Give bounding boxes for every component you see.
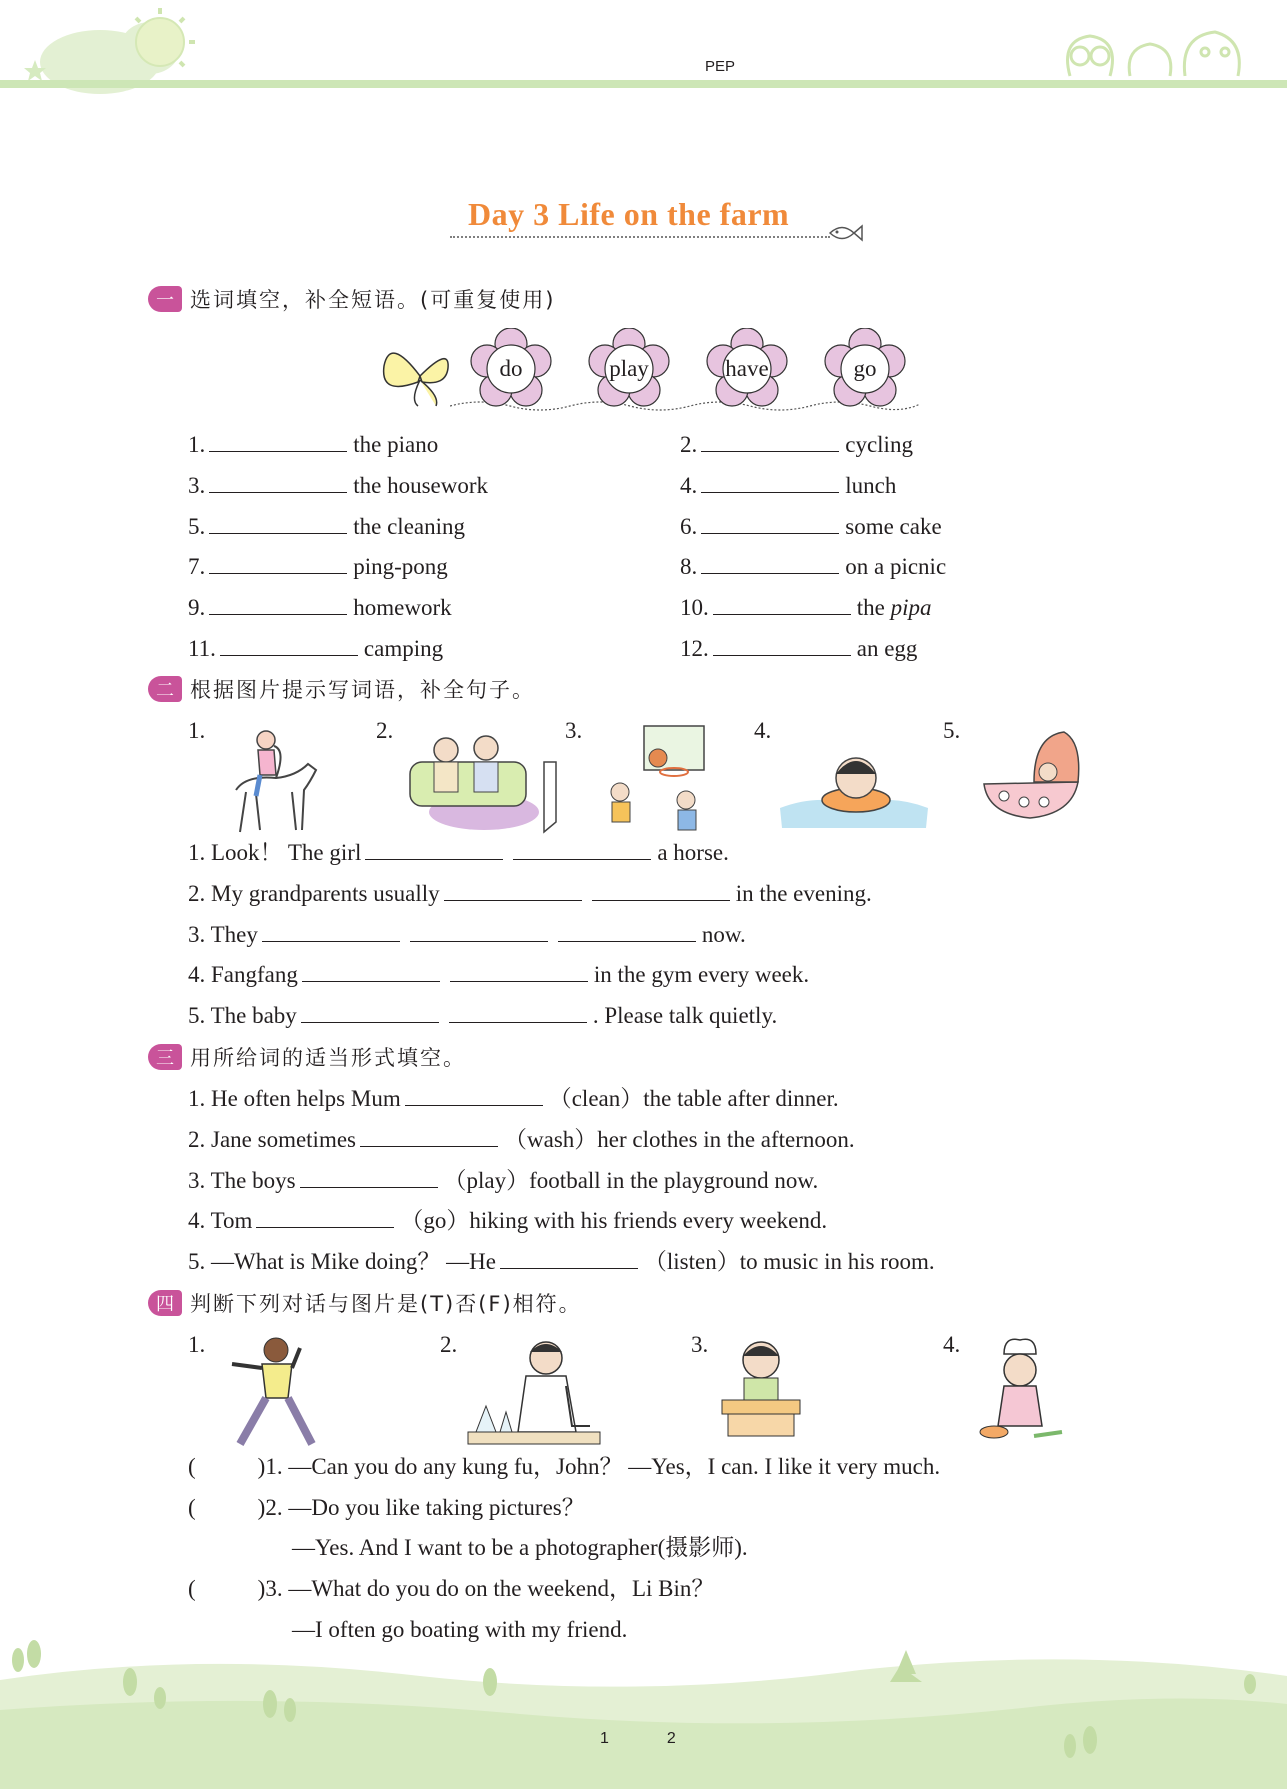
answer-blank[interactable]	[513, 838, 651, 860]
sentence-item: 3. The boys （play）football in the playground now.	[188, 1168, 819, 1193]
boys-playing-basketball-icon	[594, 722, 714, 840]
section-instruction: 选词填空，补全短语。(可重复使用)	[190, 288, 556, 312]
judgement-item: ( )3. —What do you do on the weekend，Li Bin？	[188, 1576, 715, 1601]
answer-blank[interactable]	[444, 879, 582, 901]
answer-blank[interactable]	[360, 1125, 498, 1147]
answer-blank[interactable]	[300, 1166, 438, 1188]
answer-blank[interactable]	[220, 634, 358, 656]
answer-blank[interactable]	[256, 1206, 394, 1228]
word-flower	[470, 328, 552, 410]
boy-at-desk-icon	[718, 1334, 804, 1444]
picture-number: 4.	[754, 718, 772, 743]
section-3-header	[148, 1042, 466, 1072]
section-badge: 三	[148, 1044, 182, 1070]
sentence-item: 5. The baby . Please talk quietly.	[188, 1003, 778, 1028]
page-number-right: 2	[666, 1730, 676, 1747]
word-flower	[824, 328, 906, 410]
section-1-header	[148, 284, 555, 314]
sentence-item: 3. They now.	[188, 922, 746, 947]
answer-blank[interactable]	[209, 430, 347, 452]
answer-blank[interactable]	[449, 1001, 587, 1023]
section-instruction: 根据图片提示写词语，补全句子。	[190, 678, 535, 702]
phrase-item: 9. homework	[188, 595, 452, 620]
sentence-item: 1. He often helps Mum （clean）the table after dinner.	[188, 1086, 839, 1111]
answer-blank[interactable]	[713, 593, 851, 615]
answer-blank[interactable]	[209, 593, 347, 615]
phrase-item: 6. some cake	[680, 514, 942, 539]
picture-number: 1.	[188, 1332, 206, 1357]
sentence-item: 1. Look！ The girl a horse.	[188, 840, 729, 865]
header-band	[0, 0, 1287, 110]
phrase-item: 11. camping	[188, 636, 444, 661]
phrase-item: 8. on a picnic	[680, 554, 947, 579]
picture-number: 1.	[188, 718, 206, 743]
section-2-header	[148, 674, 535, 704]
page-number-left: 1	[600, 1730, 609, 1747]
answer-blank[interactable]	[405, 1084, 543, 1106]
section-4-header	[148, 1288, 582, 1318]
baby-sleeping-icon	[974, 722, 1086, 834]
butterfly-icon	[380, 336, 454, 412]
picture-number: 2.	[440, 1332, 458, 1357]
footer-landscape-icon	[0, 1640, 1287, 1789]
picture-number: 3.	[565, 718, 583, 743]
answer-blank[interactable]	[701, 552, 839, 574]
girl-riding-horse-icon	[216, 720, 326, 840]
phrase-item: 1. the piano	[188, 432, 439, 457]
scientist-microscope-icon	[466, 1336, 602, 1450]
phrase-item: 10. the pipa	[680, 595, 932, 620]
word-flower	[706, 328, 788, 410]
word-play: play	[609, 356, 649, 381]
word-do: do	[499, 356, 523, 381]
picture-number: 3.	[691, 1332, 709, 1357]
picture-number: 2.	[376, 718, 394, 743]
picture-number: 5.	[943, 718, 961, 743]
answer-blank[interactable]	[500, 1247, 638, 1269]
sentence-item: 4. Fangfang in the gym every week.	[188, 962, 810, 987]
word-flower	[588, 328, 670, 410]
answer-blank[interactable]	[558, 920, 696, 942]
answer-blank[interactable]	[450, 960, 588, 982]
judgement-item: ( )1. —Can you do any kung fu，John？ —Yes，I can. I like it very much.	[188, 1454, 941, 1479]
sentence-item: 2. Jane sometimes （wash）her clothes in the afternoon.	[188, 1127, 855, 1152]
sentence-item: 2. My grandparents usually in the evening.	[188, 881, 872, 906]
judgement-continuation: —Yes. And I want to be a photographer(摄影师).	[292, 1535, 748, 1560]
grandparents-watching-tv-icon	[404, 722, 564, 840]
section-instruction: 用所给词的适当形式填空。	[190, 1046, 466, 1070]
answer-blank[interactable]	[365, 838, 503, 860]
boy-kung-fu-icon	[226, 1334, 322, 1450]
answer-blank[interactable]	[701, 512, 839, 534]
sentence-item: 4. Tom （go）hiking with his friends every weekend.	[188, 1208, 828, 1233]
answer-blank[interactable]	[713, 634, 851, 656]
answer-blank[interactable]	[262, 920, 400, 942]
fish-icon	[826, 220, 866, 246]
picture-number: 4.	[943, 1332, 961, 1357]
answer-blank[interactable]	[209, 471, 347, 493]
answer-blank[interactable]	[209, 552, 347, 574]
phrase-item: 12. an egg	[680, 636, 918, 661]
answer-blank[interactable]	[701, 471, 839, 493]
phrase-item: 2. cycling	[680, 432, 913, 457]
section-badge: 一	[148, 286, 182, 312]
answer-blank[interactable]	[302, 960, 440, 982]
sentence-item: 5. —What is Mike doing？ —He （listen）to music in his room.	[188, 1249, 935, 1274]
page-title: Day 3 Life on the farm	[468, 196, 790, 232]
section-badge: 四	[148, 1290, 182, 1316]
header-decoration-icon	[0, 0, 1287, 110]
section-instruction: 判断下列对话与图片是(T)否(F)相符。	[190, 1292, 582, 1316]
girl-swimming-icon	[776, 738, 932, 834]
phrase-item: 3. the housework	[188, 473, 489, 498]
answer-blank[interactable]	[410, 920, 548, 942]
word-go: go	[853, 356, 877, 381]
phrase-item: 5. the cleaning	[188, 514, 466, 539]
girl-cooking-icon	[974, 1336, 1064, 1448]
header-line	[0, 80, 1287, 88]
judgement-continuation: —I often go boating with my friend.	[292, 1617, 628, 1642]
page-numbers	[600, 1730, 734, 1748]
answer-blank[interactable]	[701, 430, 839, 452]
answer-blank[interactable]	[301, 1001, 439, 1023]
answer-blank[interactable]	[592, 879, 730, 901]
phrase-item: 4. lunch	[680, 473, 897, 498]
section-badge: 二	[148, 676, 182, 702]
title-underline	[450, 236, 830, 238]
answer-blank[interactable]	[209, 512, 347, 534]
header-code: PEP	[704, 58, 735, 75]
title-block	[440, 196, 860, 244]
word-bank	[380, 326, 920, 412]
phrase-item: 7. ping-pong	[188, 554, 448, 579]
word-have: have	[725, 356, 769, 381]
judgement-item: ( )2. —Do you like taking pictures？	[188, 1495, 585, 1520]
